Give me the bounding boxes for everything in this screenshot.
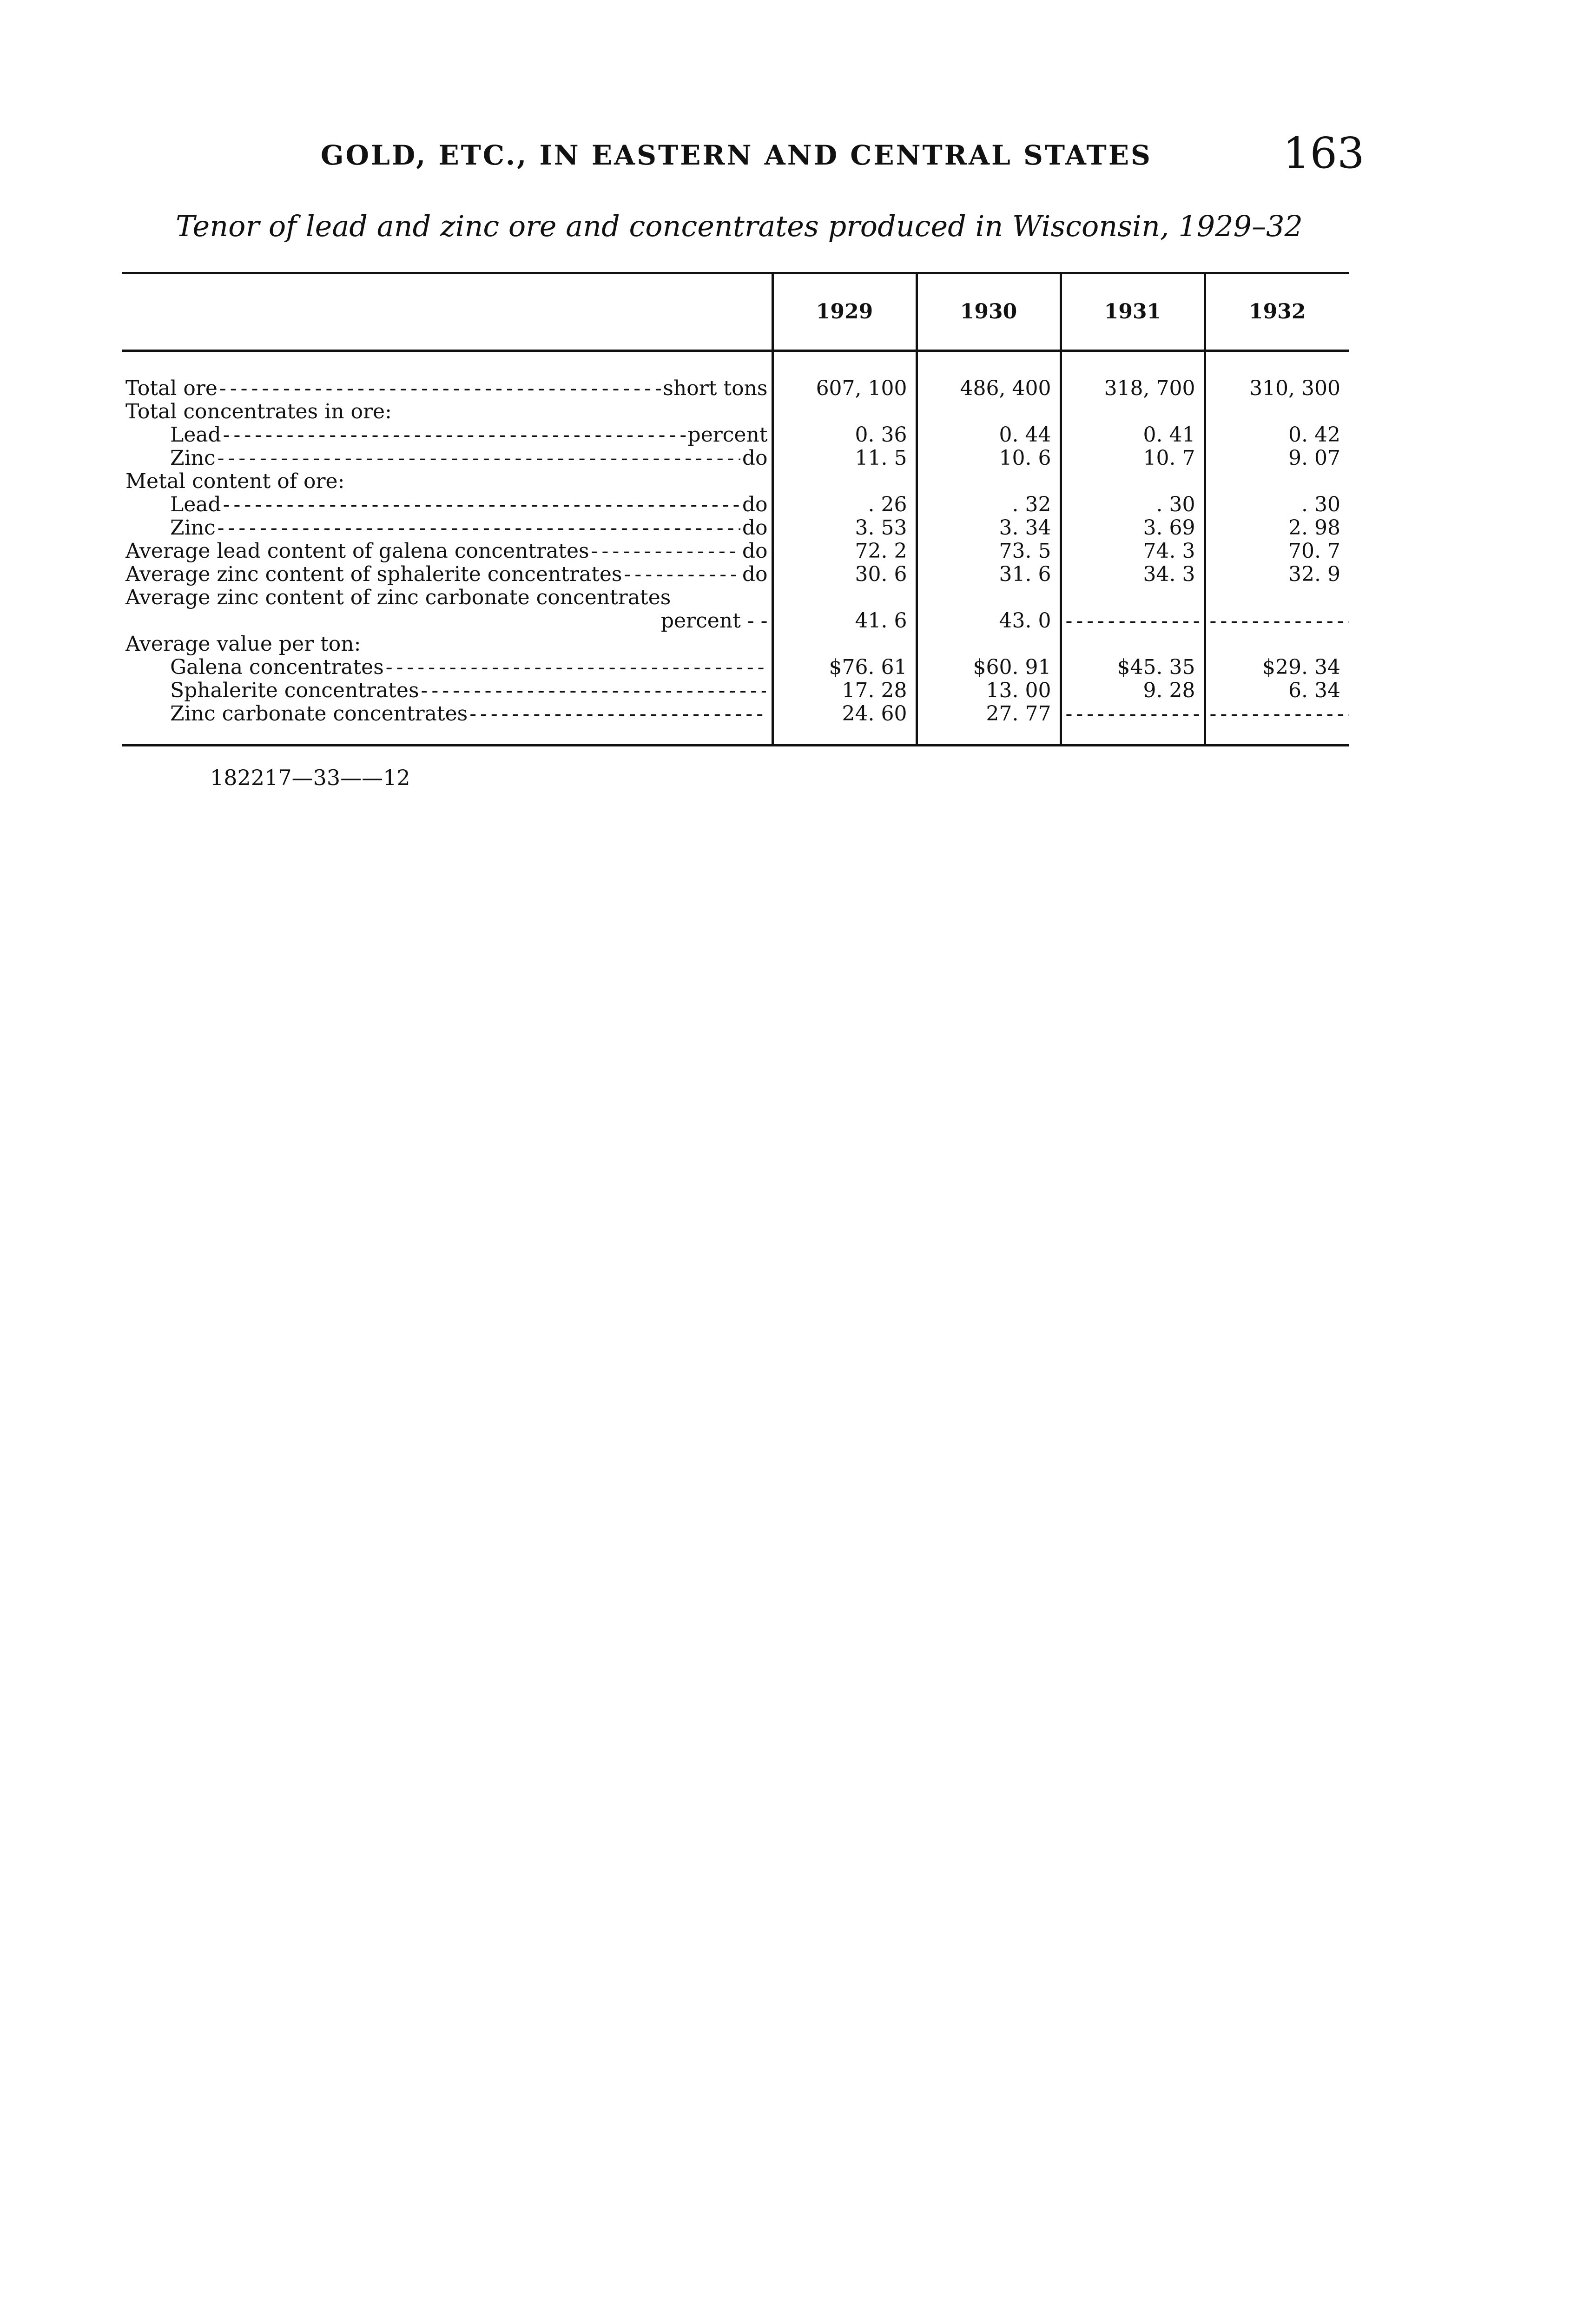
value-cell — [917, 400, 1061, 423]
value-cell: 13. 00 — [917, 679, 1061, 702]
row-label-text: Zinc carbonate concentrates — [170, 702, 468, 726]
row-label-cell — [122, 702, 772, 746]
row-label-text: Total concentrates in ore: — [125, 400, 392, 423]
row-label-cell — [122, 423, 772, 447]
row-label-cell — [122, 447, 772, 470]
row-label-text: Lead — [170, 423, 221, 447]
value-cell — [772, 633, 917, 656]
row-label-text: Metal content of ore: — [125, 469, 345, 493]
row-label-cell — [122, 586, 772, 609]
row-unit: do — [742, 516, 768, 540]
row-label-text: Total ore — [125, 376, 218, 400]
table-row — [122, 540, 1349, 563]
row-label-text: Average zinc content of sphalerite concentrates — [125, 562, 622, 586]
column-header-1932: 1932 — [1205, 273, 1349, 351]
row-unit: do — [742, 446, 768, 470]
value-cell: $29. 34 — [1205, 656, 1349, 679]
empty-dash-cell — [1061, 609, 1205, 633]
dot-leader — [421, 679, 766, 702]
row-unit: do — [742, 493, 768, 516]
table-row — [122, 470, 1349, 493]
dot-leader: - - — [740, 609, 768, 633]
table-row — [122, 702, 1349, 746]
row-label — [125, 493, 768, 516]
row-label — [125, 563, 768, 586]
row-label-cell — [122, 563, 772, 586]
dot-leader — [591, 540, 740, 563]
value-cell: . 30 — [1061, 493, 1205, 516]
value-cell — [772, 470, 917, 493]
value-cell: 17. 28 — [772, 679, 917, 702]
value-cell: 10. 6 — [917, 447, 1061, 470]
value-cell — [772, 400, 917, 423]
table-row — [122, 516, 1349, 540]
table-row — [122, 351, 1349, 401]
header-blank-cell — [122, 273, 772, 351]
value-cell: 27. 77 — [917, 702, 1061, 746]
value-cell — [1205, 586, 1349, 609]
value-cell: 607, 100 — [772, 351, 917, 401]
page-number: 163 — [1283, 128, 1365, 178]
row-label-text: Sphalerite concentrates — [170, 679, 419, 702]
row-label — [125, 586, 768, 609]
table-row — [122, 423, 1349, 447]
row-label-cell — [122, 400, 772, 423]
column-header-1931: 1931 — [1061, 273, 1205, 351]
value-cell: 10. 7 — [1061, 447, 1205, 470]
row-label — [125, 516, 768, 540]
value-cell: 24. 60 — [772, 702, 917, 746]
row-label — [125, 423, 768, 447]
row-label-text: Lead — [170, 493, 221, 516]
tenor-table — [122, 272, 1349, 746]
value-cell: 32. 9 — [1205, 563, 1349, 586]
row-label-text: Galena concentrates — [170, 655, 384, 679]
value-cell — [1205, 470, 1349, 493]
value-cell — [1061, 470, 1205, 493]
value-cell: . 32 — [917, 493, 1061, 516]
value-cell — [1061, 586, 1205, 609]
value-cell: 3. 53 — [772, 516, 917, 540]
column-header-1930: 1930 — [917, 273, 1061, 351]
value-cell — [1205, 633, 1349, 656]
running-title: GOLD, ETC., IN EASTERN AND CENTRAL STATES — [321, 139, 1152, 171]
value-cell: 310, 300 — [1205, 351, 1349, 401]
empty-dash-cell — [1205, 702, 1349, 746]
tenor-table-container — [122, 272, 1349, 746]
value-cell: 0. 42 — [1205, 423, 1349, 447]
value-cell: 74. 3 — [1061, 540, 1205, 563]
dot-leader — [218, 516, 740, 540]
table-row — [122, 633, 1349, 656]
empty-dash-cell — [1061, 702, 1205, 746]
value-cell: 486, 400 — [917, 351, 1061, 401]
row-label-cell — [122, 679, 772, 702]
row-unit: do — [742, 562, 768, 586]
dot-leader — [386, 656, 766, 679]
table-row — [122, 563, 1349, 586]
row-unit: short tons — [663, 376, 768, 400]
row-label-cell — [122, 470, 772, 493]
value-cell: $45. 35 — [1061, 656, 1205, 679]
row-label — [125, 377, 768, 400]
value-cell: . 30 — [1205, 493, 1349, 516]
value-cell: . 26 — [772, 493, 917, 516]
row-label — [125, 656, 768, 679]
dot-leader — [223, 423, 686, 447]
row-label — [125, 470, 768, 493]
row-label — [125, 633, 768, 656]
value-cell — [917, 470, 1061, 493]
dot-leader — [218, 447, 740, 470]
row-label-cell — [122, 540, 772, 563]
value-cell: 3. 34 — [917, 516, 1061, 540]
table-row — [122, 493, 1349, 516]
value-cell: 31. 6 — [917, 563, 1061, 586]
value-cell: 0. 44 — [917, 423, 1061, 447]
value-cell: 30. 6 — [772, 563, 917, 586]
dot-leader — [223, 493, 740, 516]
value-cell: 0. 36 — [772, 423, 917, 447]
value-cell: 318, 700 — [1061, 351, 1205, 401]
value-cell — [1061, 400, 1205, 423]
table-caption: Tenor of lead and zinc ore and concentrates produced in Wisconsin, 1929–32 — [176, 209, 1303, 243]
row-label — [125, 540, 768, 563]
value-cell: 72. 2 — [772, 540, 917, 563]
row-label-text: Average value per ton: — [125, 632, 361, 656]
value-cell: 43. 0 — [917, 609, 1061, 633]
row-label-cell — [122, 656, 772, 679]
value-cell: 9. 28 — [1061, 679, 1205, 702]
column-header-1929: 1929 — [772, 273, 917, 351]
row-unit: percent — [687, 423, 768, 447]
row-label-text: Zinc — [170, 516, 216, 540]
row-unit: do — [742, 539, 768, 563]
table-row — [122, 679, 1349, 702]
print-code: 182217—33——12 — [210, 765, 410, 790]
row-label — [125, 679, 768, 702]
row-label — [125, 702, 768, 726]
value-cell: 2. 98 — [1205, 516, 1349, 540]
table-header-row — [122, 273, 1349, 351]
value-cell: 0. 41 — [1061, 423, 1205, 447]
value-cell — [1205, 400, 1349, 423]
value-cell: 11. 5 — [772, 447, 917, 470]
value-cell: 41. 6 — [772, 609, 917, 633]
table-row — [122, 609, 1349, 633]
value-cell — [772, 586, 917, 609]
dot-leader — [219, 377, 661, 400]
dot-leader — [624, 563, 740, 586]
row-label-cell — [122, 633, 772, 656]
row-label-cell — [122, 493, 772, 516]
empty-dash-cell — [1205, 609, 1349, 633]
row-label-text: Average zinc content of zinc carbonate concentrates — [125, 586, 671, 609]
table-row — [122, 400, 1349, 423]
row-label — [125, 609, 768, 633]
row-label — [125, 400, 768, 423]
value-cell: 70. 7 — [1205, 540, 1349, 563]
table-row — [122, 447, 1349, 470]
value-cell: 6. 34 — [1205, 679, 1349, 702]
value-cell: 34. 3 — [1061, 563, 1205, 586]
value-cell — [1061, 633, 1205, 656]
value-cell: $76. 61 — [772, 656, 917, 679]
row-label-cell — [122, 609, 772, 633]
value-cell: 3. 69 — [1061, 516, 1205, 540]
value-cell — [917, 633, 1061, 656]
row-label — [125, 447, 768, 470]
row-label-cell — [122, 351, 772, 401]
value-cell: $60. 91 — [917, 656, 1061, 679]
value-cell: 73. 5 — [917, 540, 1061, 563]
table-row — [122, 586, 1349, 609]
value-cell — [917, 586, 1061, 609]
row-label-text: Average lead content of galena concentrates — [125, 539, 589, 563]
row-unit: percent — [660, 609, 741, 633]
row-label-cell — [122, 516, 772, 540]
table-row — [122, 656, 1349, 679]
row-label-text: Zinc — [170, 446, 216, 470]
value-cell: 9. 07 — [1205, 447, 1349, 470]
dot-leader — [469, 702, 765, 726]
